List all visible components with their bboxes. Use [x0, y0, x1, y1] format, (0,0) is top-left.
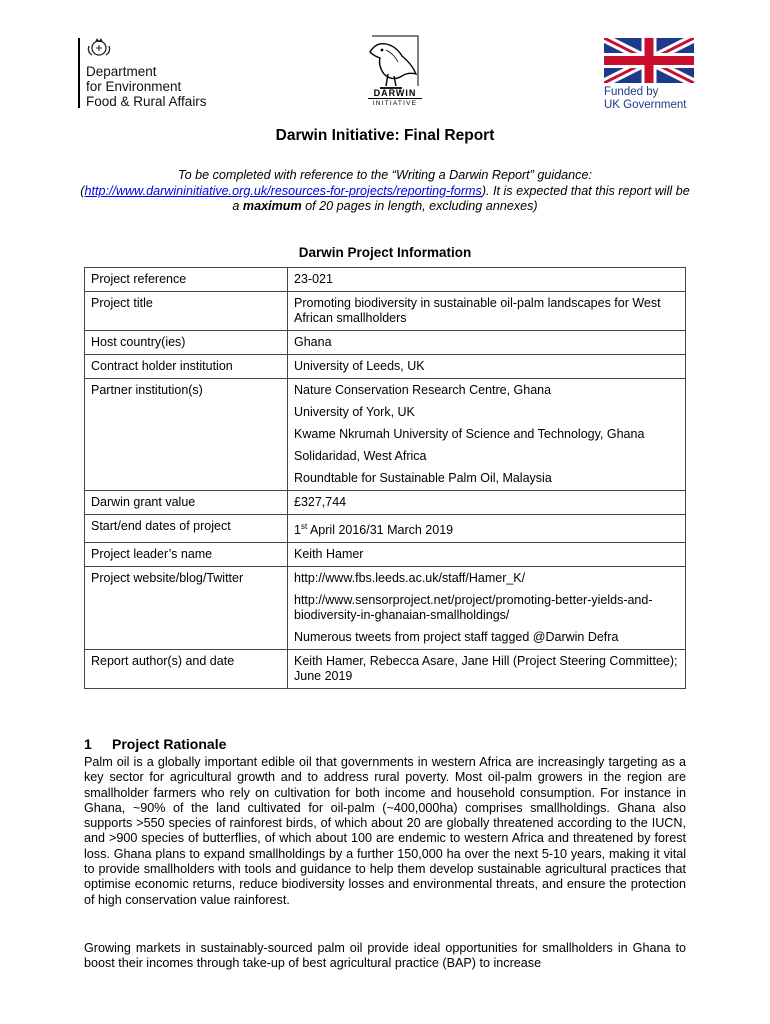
intro-after-link: ). It is expected that this report will be a [232, 183, 690, 213]
defra-line-1: Department [86, 64, 157, 79]
website-link[interactable]: http://www.fbs.leeds.ac.uk/staff/Hamer_K/ [294, 571, 526, 586]
start-day: 1 [294, 523, 301, 538]
project-info-heading: Darwin Project Information [298, 245, 472, 260]
row-value-list [288, 567, 686, 650]
row-label: Contract holder institution [85, 355, 288, 379]
darwin-logo-sub: INITIATIVE [368, 98, 422, 107]
row-value: Promoting biodiversity in sustainable oil-palm landscapes for West African smallholders [288, 292, 686, 331]
paragraph: Palm oil is a globally important edible oil that governments in western Africa are increasingly targeting as a key sector for agricultural growth and to address rural poverty. Most oil-palm growers in the region are smallholder farmers who rely on cultivation for both income and household consumption. For instance in Ghana, ~90% of the land cultivated for oil-palm (~400,000ha) comprises smallholdings. Ghana also supports >550 species of rainforest birds, of which about 20 are globally threatened according to the IUCN, and >900 species of butterflies, of which about 100 are endemic to western Africa and threatened by forest loss. Ghana plans to expand smallholdings by a further 150,000 ha over the next 5-10 years, making it vital to provide smallholders with tools and guidance to help them develop sustainable agricultural practices that optimise economic returns, reduce biodiversity losses and environmental threats, and ensure the protection of high conservation value rainforest. [84, 755, 686, 907]
funded-by-label [604, 86, 686, 111]
intro-line-end: of 20 pages in length, excluding annexes) [301, 199, 538, 213]
dates-rest: April 2016/31 March 2019 [307, 523, 454, 538]
funded-line-2: UK Government [604, 98, 687, 111]
partner-item: Nature Conservation Research Centre, Ghana [294, 383, 552, 397]
section-title: Project Rationale [112, 736, 227, 752]
row-value: University of Leeds, UK [288, 355, 686, 379]
union-flag-icon [604, 38, 694, 83]
row-label: Darwin grant value [85, 491, 288, 515]
row-value-list [288, 379, 686, 491]
row-label: Partner institution(s) [85, 379, 288, 491]
darwin-logo-title: DARWIN [373, 88, 417, 98]
section-number: 1 [84, 736, 92, 752]
table-row [85, 650, 686, 689]
defra-divider [78, 38, 80, 108]
row-value [288, 515, 686, 543]
row-label: Project reference [85, 268, 288, 292]
row-label: Project title [85, 292, 288, 331]
table-row [85, 491, 686, 515]
row-label: Start/end dates of project [85, 515, 288, 543]
intro-guidance [80, 168, 690, 215]
defra-line-2: for Environment [86, 79, 182, 94]
intro-bold-maximum: maximum [242, 199, 302, 213]
royal-crest-icon [86, 36, 112, 58]
table-row [85, 331, 686, 355]
table-row [85, 515, 686, 543]
report-title: Darwin Initiative: Final Report [275, 127, 495, 144]
partner-item: Solidaridad, West Africa [294, 449, 427, 463]
table-row [85, 379, 686, 491]
intro-line-1: To be completed with reference to the “Writing a Darwin Report” guidance: [178, 168, 592, 182]
intro-link-open: ( [80, 183, 85, 198]
defra-line-3: Food & Rural Affairs [86, 94, 207, 109]
table-row [85, 268, 686, 292]
website-link[interactable]: http://www.sensorproject.net/project/promoting-better-yields-and-biodiversity-in-ghanaian-smallholdings/ [294, 593, 653, 623]
row-value: 23-021 [288, 268, 686, 292]
table-row [85, 543, 686, 567]
row-value: Keith Hamer [288, 543, 686, 567]
partner-item: Kwame Nkrumah University of Science and Technology, Ghana [294, 427, 645, 441]
row-label: Project leader’s name [85, 543, 288, 567]
defra-logo [78, 38, 207, 108]
project-info-table [84, 267, 686, 689]
row-label: Report author(s) and date [85, 650, 288, 689]
funded-line-1: Funded by [604, 86, 659, 98]
row-label: Host country(ies) [85, 331, 288, 355]
row-label: Project website/blog/Twitter [85, 567, 288, 650]
partner-item: University of York, UK [294, 405, 415, 419]
table-row [85, 567, 686, 650]
twitter-note: Numerous tweets from project staff tagged @Darwin Defra [294, 630, 619, 645]
guidance-link[interactable]: http://www.darwininitiative.org.uk/resources-for-projects/reporting-forms [84, 183, 482, 198]
partner-item: Roundtable for Sustainable Palm Oil, Malaysia [294, 471, 552, 485]
start-day-suffix: st [300, 522, 308, 531]
table-row [85, 355, 686, 379]
row-value: Ghana [288, 331, 686, 355]
section-heading [84, 736, 226, 752]
row-value: Keith Hamer, Rebecca Asare, Jane Hill (Project Steering Committee); June 2019 [288, 650, 686, 689]
row-value: £327,744 [288, 491, 686, 515]
paragraph: Growing markets in sustainably-sourced palm oil provide ideal opportunities for smallholders in Ghana to boost their incomes through take-up of best agricultural practice (BAP) to increase [84, 941, 686, 971]
table-row [85, 292, 686, 331]
